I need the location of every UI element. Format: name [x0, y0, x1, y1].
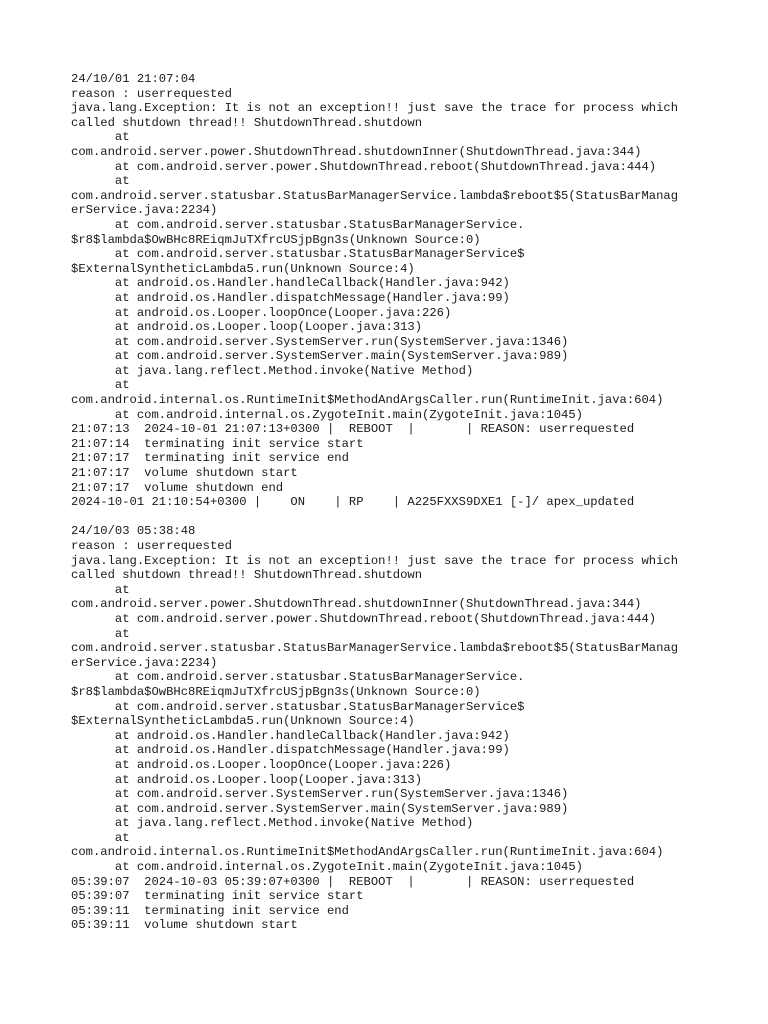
log-line: at com.android.server.statusbar.StatusBarManagerService$ — [71, 699, 525, 714]
log-line: at com.android.internal.os.ZygoteInit.main(ZygoteInit.java:1045) — [71, 407, 583, 422]
log-line: com.android.internal.os.RuntimeInit$MethodAndArgsCaller.run(RuntimeInit.java:604) — [71, 845, 664, 860]
log-line: at android.os.Looper.loopOnce(Looper.java:226) — [71, 757, 452, 772]
log-line: 21:07:14 terminating init service start — [71, 436, 364, 451]
log-document — [71, 72, 711, 933]
log-line: java.lang.Exception: It is not an exception!! just save the trace for process which — [71, 553, 679, 568]
log-line: at — [71, 378, 130, 393]
log-line: 21:07:13 2024-10-01 21:07:13+0300 | REBOOT | | REASON: userrequested — [71, 422, 635, 437]
log-line: at — [71, 174, 130, 189]
log-line: erService.java:2234) — [71, 655, 218, 670]
log-line: 05:39:07 2024-10-03 05:39:07+0300 | REBOOT | | REASON: userrequested — [71, 874, 635, 889]
log-line: at — [71, 626, 130, 641]
log-line: com.android.server.statusbar.StatusBarManagerService.lambda$reboot$5(StatusBarManag — [71, 641, 679, 656]
log-line: called shutdown thread!! ShutdownThread.shutdown — [71, 568, 423, 583]
log-line: at android.os.Handler.handleCallback(Handler.java:942) — [71, 276, 510, 291]
log-line: 05:39:11 volume shutdown start — [71, 918, 298, 933]
log-line: at com.android.server.SystemServer.run(SystemServer.java:1346) — [71, 334, 569, 349]
log-line: 2024-10-01 21:10:54+0300 | ON | RP | A225FXXS9DXE1 [-]/ apex_updated — [71, 495, 635, 510]
log-line: at com.android.server.power.ShutdownThread.reboot(ShutdownThread.java:444) — [71, 159, 657, 174]
log-entry — [71, 72, 711, 510]
log-line: at android.os.Looper.loopOnce(Looper.java:226) — [71, 305, 452, 320]
log-line: $r8$lambda$OwBHc8REiqmJuTXfrcUSjpBgn3s(Unknown Source:0) — [71, 684, 481, 699]
log-line: at com.android.server.SystemServer.run(SystemServer.java:1346) — [71, 787, 569, 802]
log-line: at com.android.server.power.ShutdownThread.reboot(ShutdownThread.java:444) — [71, 611, 657, 626]
log-line: at java.lang.reflect.Method.invoke(Native Method) — [71, 363, 474, 378]
log-line: 05:39:11 terminating init service end — [71, 903, 349, 918]
log-line: called shutdown thread!! ShutdownThread.shutdown — [71, 115, 423, 130]
log-line: at — [71, 582, 130, 597]
log-line: at com.android.server.statusbar.StatusBarManagerService. — [71, 217, 525, 232]
log-line: at android.os.Handler.dispatchMessage(Handler.java:99) — [71, 743, 510, 758]
log-line: 21:07:17 volume shutdown start — [71, 466, 298, 481]
log-line: at com.android.server.SystemServer.main(SystemServer.java:989) — [71, 349, 569, 364]
log-line: 24/10/03 05:38:48 — [71, 524, 196, 539]
log-line: java.lang.Exception: It is not an exception!! just save the trace for process which — [71, 101, 679, 116]
log-line: at com.android.server.statusbar.StatusBarManagerService$ — [71, 247, 525, 262]
log-line: reason : userrequested — [71, 539, 232, 553]
log-entry — [71, 524, 711, 933]
log-line: com.android.server.statusbar.StatusBarManagerService.lambda$reboot$5(StatusBarManag — [71, 188, 679, 203]
log-line: at android.os.Looper.loop(Looper.java:313) — [71, 320, 423, 335]
log-line: at android.os.Looper.loop(Looper.java:313) — [71, 772, 423, 787]
log-line: at android.os.Handler.handleCallback(Handler.java:942) — [71, 728, 510, 743]
log-line: at com.android.internal.os.ZygoteInit.main(ZygoteInit.java:1045) — [71, 860, 583, 875]
log-line: at com.android.server.statusbar.StatusBarManagerService. — [71, 670, 525, 685]
log-line: at com.android.server.SystemServer.main(SystemServer.java:989) — [71, 801, 569, 816]
log-line: 05:39:07 terminating init service start — [71, 889, 364, 904]
log-line: 21:07:17 volume shutdown end — [71, 480, 284, 495]
log-line: erService.java:2234) — [71, 203, 218, 218]
log-line: $ExternalSyntheticLambda5.run(Unknown Source:4) — [71, 714, 415, 729]
log-line: 21:07:17 terminating init service end — [71, 451, 349, 466]
log-line: com.android.server.power.ShutdownThread.shutdownInner(ShutdownThread.java:344) — [71, 597, 642, 612]
log-line: $ExternalSyntheticLambda5.run(Unknown Source:4) — [71, 261, 415, 276]
log-line: 24/10/01 21:07:04 — [71, 72, 196, 86]
log-line: at java.lang.reflect.Method.invoke(Native Method) — [71, 816, 474, 831]
log-line: com.android.server.power.ShutdownThread.shutdownInner(ShutdownThread.java:344) — [71, 144, 642, 159]
log-line: at — [71, 830, 130, 845]
log-line: at android.os.Handler.dispatchMessage(Handler.java:99) — [71, 290, 510, 305]
log-line: $r8$lambda$OwBHc8REiqmJuTXfrcUSjpBgn3s(Unknown Source:0) — [71, 232, 481, 247]
log-line: at — [71, 130, 130, 145]
log-line: com.android.internal.os.RuntimeInit$MethodAndArgsCaller.run(RuntimeInit.java:604) — [71, 393, 664, 408]
log-line: reason : userrequested — [71, 86, 232, 101]
